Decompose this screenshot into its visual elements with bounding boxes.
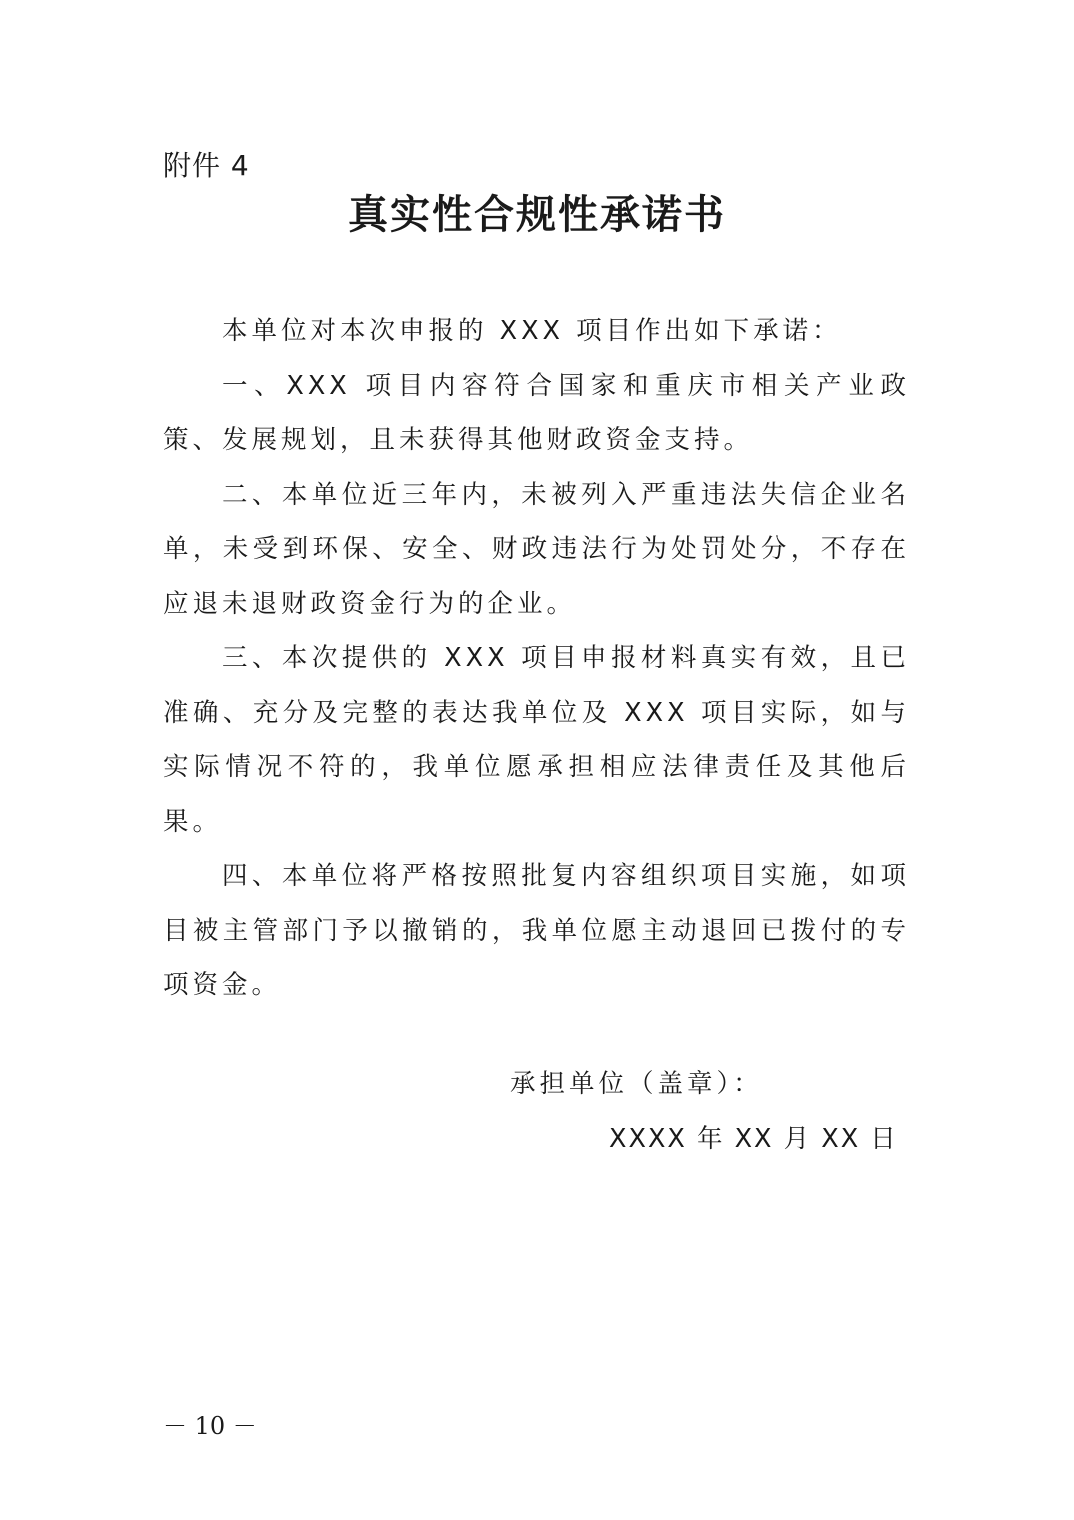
document-body (163, 304, 910, 1013)
paragraph-commitment-2: 二、本单位近三年内，未被列入严重违法失信企业名单，未受到环保、安全、财政违法行为处罚处分，不存在应退未退财政资金行为的企业。 (163, 479, 910, 619)
paragraph-commitment-1: 一、XXX 项目内容符合国家和重庆市相关产业政策、发展规划，且未获得其他财政资金支持。 (163, 370, 910, 455)
attachment-label: 附件 4 (163, 149, 250, 182)
paragraph-commitment-3: 三、本次提供的 XXX 项目申报材料真实有效，且已准确、充分及完整的表达我单位及 XXX 项目实际，如与实际情况不符的，我单位愿承担相应法律责任及其他后果。 (163, 643, 910, 837)
signature-date: XXXX 年 XX 月 XX 日 (609, 1124, 898, 1154)
signature-unit-label: 承担单位（盖章）： (510, 1069, 763, 1099)
paragraph-intro: 本单位对本次申报的 XXX 项目作出如下承诺： (222, 316, 842, 346)
paragraph-commitment-4: 四、本单位将严格按照批复内容组织项目实施，如项目被主管部门予以撤销的，我单位愿主动退回已拨付的专项资金。 (163, 861, 910, 1000)
page-number: － 10 － (163, 1412, 257, 1440)
document-title: 真实性合规性承诺书 (348, 191, 726, 238)
